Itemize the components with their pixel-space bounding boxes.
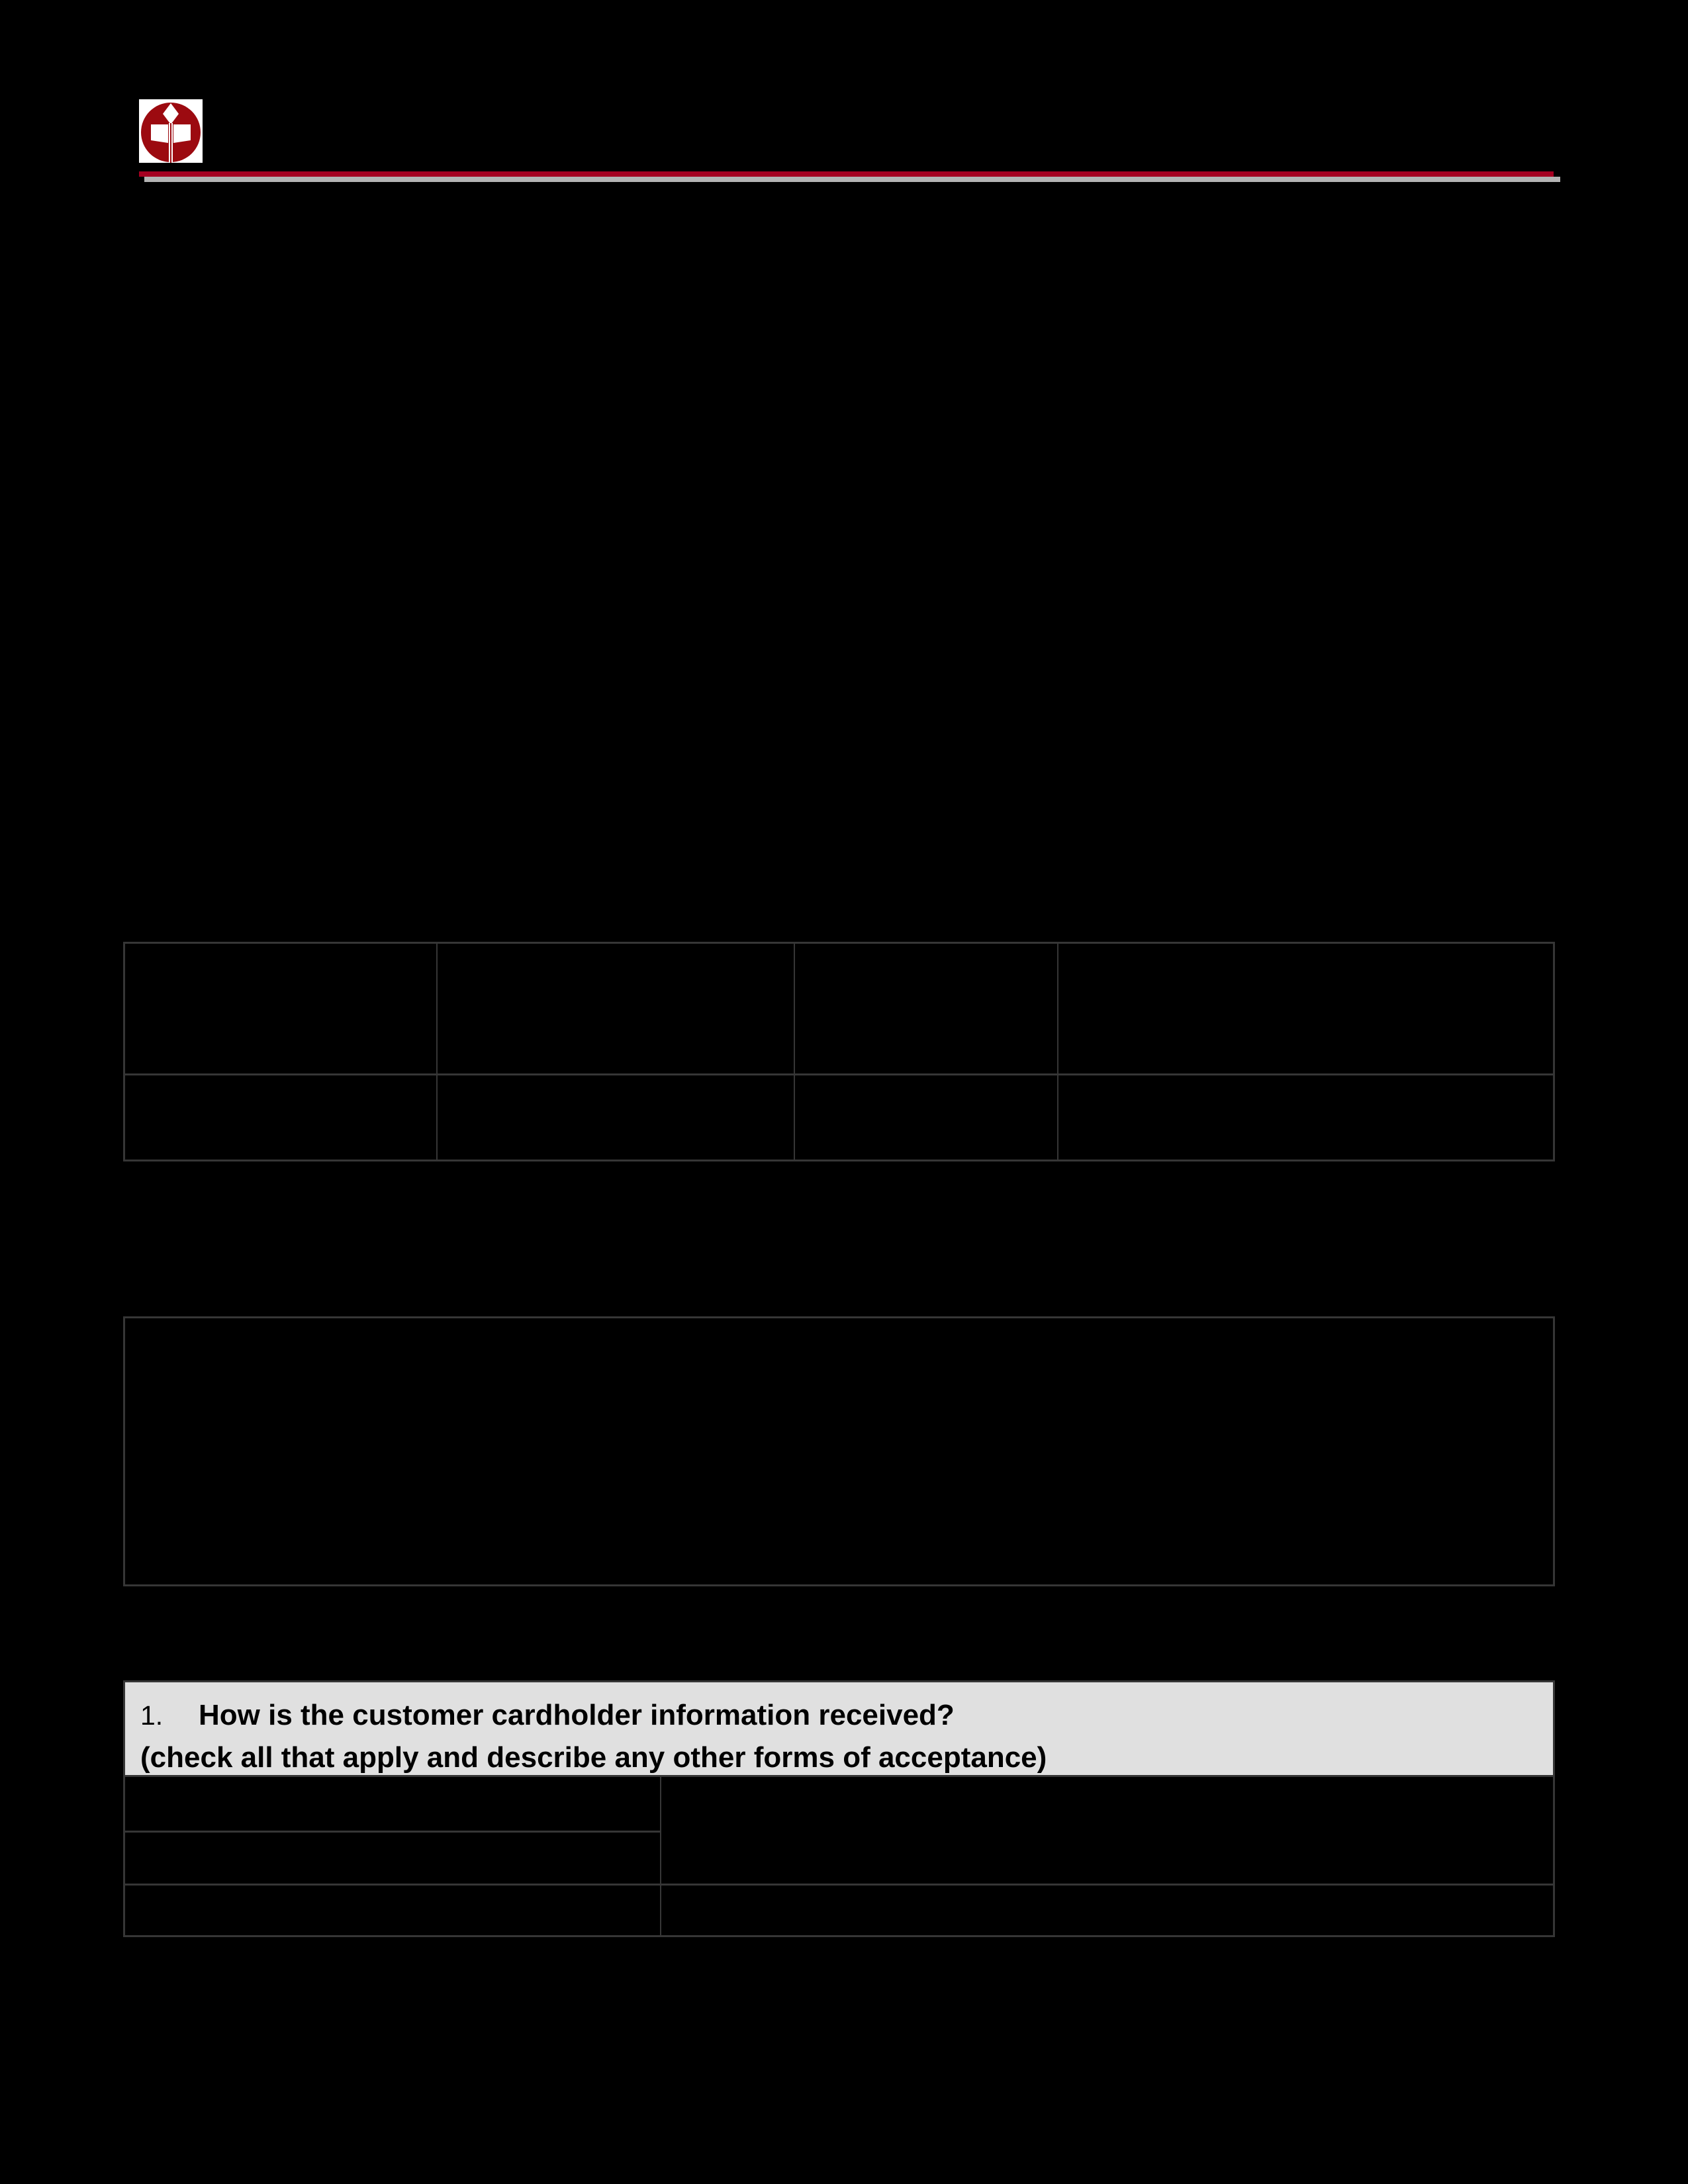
description-field[interactable] [661, 1777, 1553, 1884]
info-table-cell[interactable] [125, 1075, 436, 1160]
organization-logo [139, 99, 203, 163]
option-checkbox-row[interactable] [125, 1886, 660, 1935]
info-table-cell[interactable] [438, 944, 794, 1073]
header-rule-red [139, 171, 1554, 177]
option-checkbox-row[interactable] [125, 1777, 660, 1831]
header-rule-gray [144, 177, 1560, 182]
question-1-table [123, 1680, 1555, 1937]
info-table-cell[interactable] [125, 944, 436, 1073]
info-table-cell[interactable] [438, 1075, 794, 1160]
description-box[interactable] [123, 1316, 1555, 1586]
question-subtitle: (check all that apply and describe any other forms of acceptance) [140, 1741, 1047, 1774]
red-circle-book-emblem-icon [139, 99, 203, 163]
option-checkbox-row[interactable] [125, 1833, 660, 1884]
info-table-cell[interactable] [1058, 1075, 1553, 1160]
info-table-cell[interactable] [795, 944, 1057, 1073]
question-number: 1. [140, 1700, 164, 1731]
other-description-field[interactable] [661, 1886, 1553, 1935]
info-table-cell[interactable] [795, 1075, 1057, 1160]
info-table [123, 942, 1555, 1161]
question-title: How is the customer cardholder information received? [199, 1699, 955, 1731]
info-table-cell[interactable] [1058, 944, 1553, 1073]
question-1-header [125, 1682, 1553, 1777]
